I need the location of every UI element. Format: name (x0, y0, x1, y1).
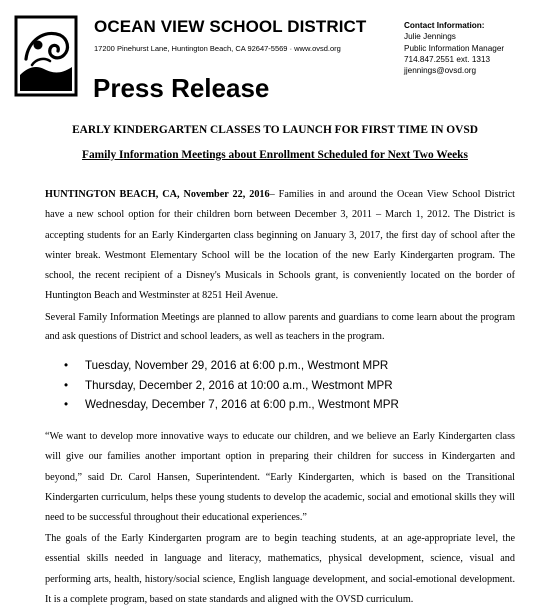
ocean-view-wave-logo-icon (14, 15, 78, 97)
contact-title: Contact Information: (404, 21, 485, 30)
meeting-list (64, 356, 399, 415)
bullet-icon: • (64, 378, 69, 392)
list-item (64, 356, 399, 376)
district-address: 17200 Pinehurst Lane, Huntington Beach, CA 92647-5569 · www.ovsd.org (94, 44, 341, 53)
list-item (64, 376, 399, 396)
bullet-icon: • (64, 359, 69, 372)
bullet-icon: • (64, 398, 69, 411)
dateline: HUNTINGTON BEACH, CA, November 22, 2016 (45, 189, 270, 200)
contact-email[interactable]: jjennings@ovsd.org (404, 66, 477, 76)
list-item (64, 395, 399, 415)
contact-phone: 714.847.2551 ext. 1313 (404, 54, 491, 64)
meeting-text: Tuesday, November 29, 2016 at 6:00 p.m., Westmont MPR (85, 359, 389, 372)
paragraph-intro-text: – Families in and around the Ocean View School District have a new school option for their children born between December 3, 2011 – March 1, 2012. The District is accepting students for an Early Kindergarten class beginning on January 3, 2017, the first day of school after the winter break. Westmont Elementary School will be the location of the new Early Kindergarten program. The school, the recent recipient of a Disney's Musicals in Schools grant, is conveniently located on the border of Huntington Beach and Westminster at 8251 Heil Avenue. (45, 189, 515, 302)
contact-name: Julie Jennings (404, 32, 456, 42)
contact-role: Public Information Manager (404, 43, 505, 53)
meeting-text: Thursday, December 2, 2016 at 10:00 a.m., Westmont MPR (85, 378, 393, 392)
paragraph-quote: “We want to develop more innovative ways to educate our children, and we believe an Early Kindergarten class will give our families another important option in preparing their children for success in Kindergarten and beyond,” said Dr. Carol Hansen, Superintendent. “Early Kindergarten, which is based on the Transitional Kindergarten curriculum, helps these young students to develop the academic, social and emotional skills they will need to be successful throughout their educational experiences.” (45, 431, 515, 524)
contact-information (404, 20, 504, 76)
meeting-text: Wednesday, December 7, 2016 at 6:00 p.m., Westmont MPR (85, 398, 399, 411)
district-name: OCEAN VIEW SCHOOL DISTRICT (94, 17, 367, 36)
headline: EARLY KINDERGARTEN CLASSES TO LAUNCH FOR FIRST TIME IN OVSD (72, 124, 478, 136)
press-release-title: Press Release (93, 73, 270, 103)
subheadline: Family Information Meetings about Enrollment Scheduled for Next Two Weeks (82, 149, 468, 161)
paragraph-meetings-intro: Several Family Information Meetings are planned to allow parents and guardians to come learn about the program and ask questions of District and school leaders, as well as teachers in the program. (45, 312, 515, 342)
paragraph-intro (45, 185, 515, 307)
paragraph-goals: The goals of the Early Kindergarten program are to begin teaching students, at an age-appropriate level, the essential skills needed in language and literacy, mathematics, physical development, science, visual and performing arts, health, history/social science, English language development, and social-emotional development. It is a complete program, based on state standards and aligned with the OVSD curriculum. (45, 533, 515, 605)
